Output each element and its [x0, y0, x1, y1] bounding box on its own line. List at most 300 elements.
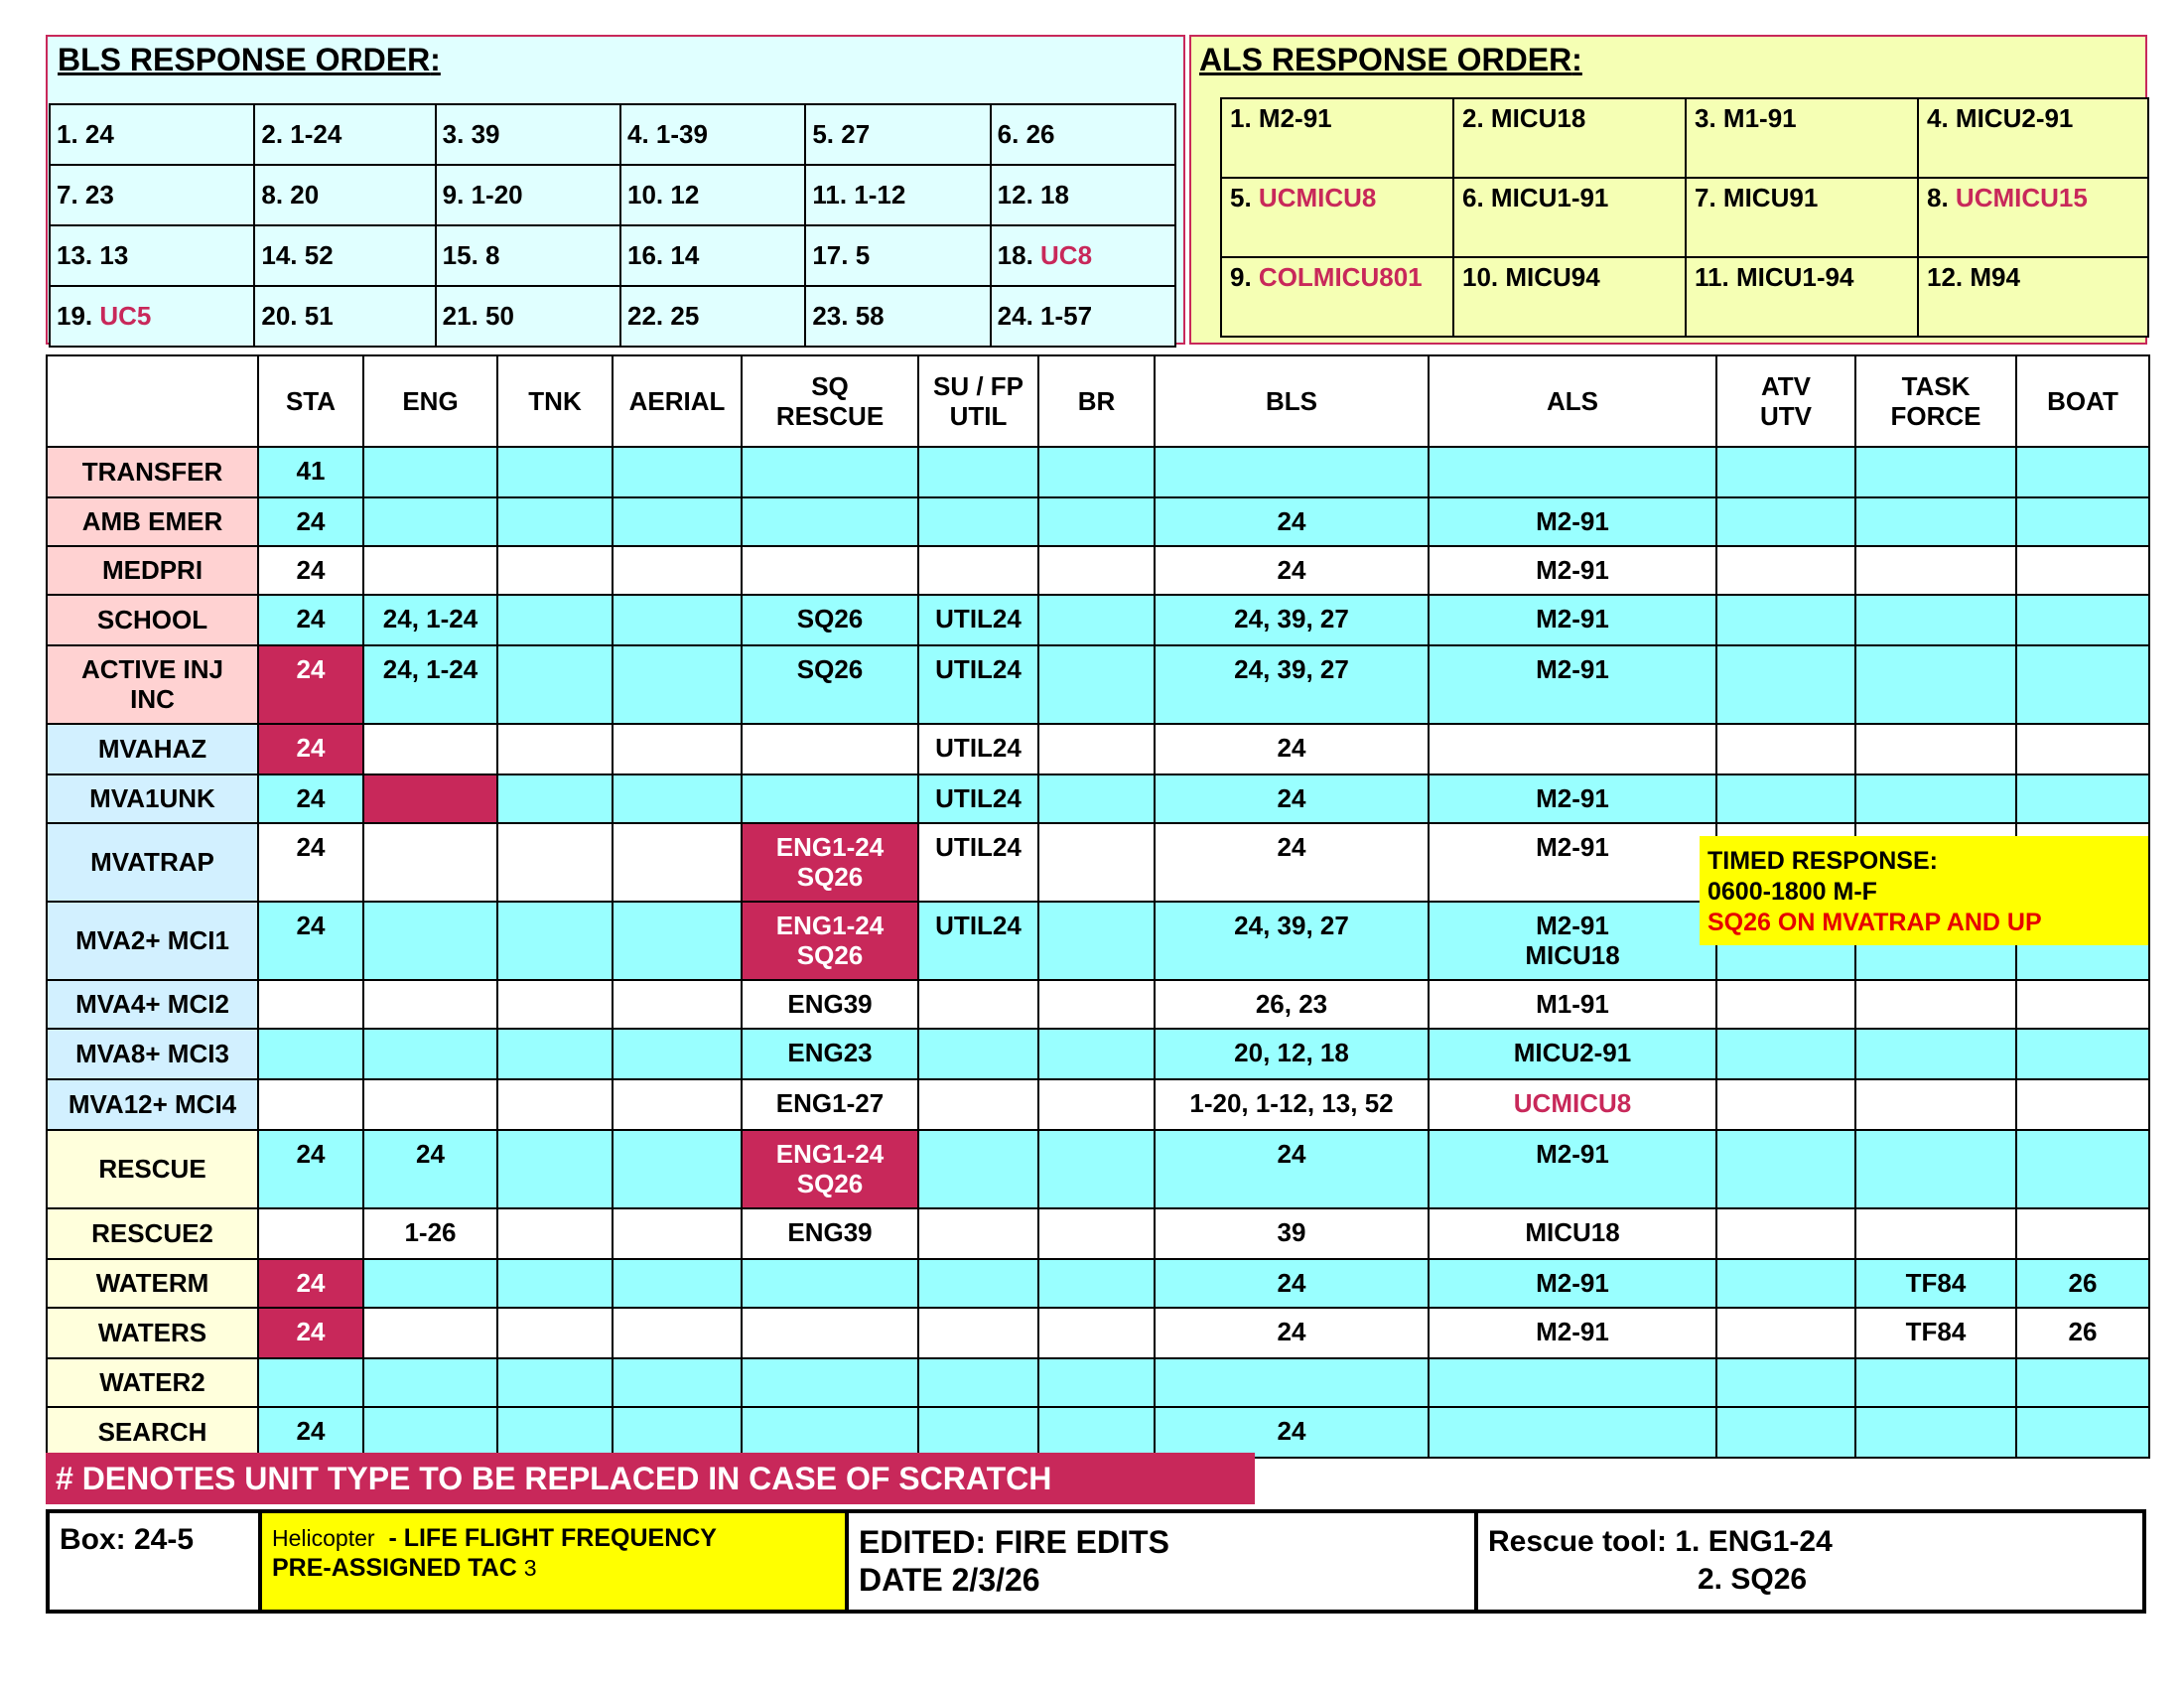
matrix-cell: 24 — [1155, 1259, 1429, 1308]
matrix-cell — [742, 724, 918, 774]
matrix-cell: MICU2-91 — [1429, 1029, 1716, 1079]
matrix-cell: 20, 12, 18 — [1155, 1029, 1429, 1079]
matrix-cell: ENG39 — [742, 1208, 918, 1259]
matrix-cell: 24 — [258, 645, 363, 724]
matrix-cell: TF84 — [1855, 1308, 2016, 1358]
als-order-item: 11. MICU1-94 — [1686, 257, 1918, 337]
matrix-cell — [363, 1308, 497, 1358]
matrix-cell — [497, 1079, 613, 1130]
matrix-cell: 26 — [2016, 1308, 2149, 1358]
column-header: BOAT — [2016, 355, 2149, 447]
als-order-item: 10. MICU94 — [1453, 257, 1686, 337]
matrix-cell: 39 — [1155, 1208, 1429, 1259]
bls-order-item: 20. 51 — [254, 286, 435, 347]
column-header: SU / FP UTIL — [918, 355, 1038, 447]
matrix-cell — [363, 724, 497, 774]
matrix-cell: M2-91 MICU18 — [1429, 902, 1716, 980]
matrix-cell — [1716, 595, 1855, 645]
matrix-cell: M2-91 — [1429, 1259, 1716, 1308]
matrix-cell — [1038, 447, 1155, 497]
column-header: BR — [1038, 355, 1155, 447]
matrix-cell — [918, 980, 1038, 1029]
row-label: TRANSFER — [47, 447, 258, 497]
matrix-cell — [363, 497, 497, 546]
bls-order-grid — [49, 103, 1176, 348]
bls-row — [50, 225, 1175, 286]
matrix-cell — [613, 1208, 742, 1259]
als-order-item: 3. M1-91 — [1686, 98, 1918, 178]
als-order-item: 5. UCMICU8 — [1221, 178, 1453, 257]
matrix-cell — [1716, 774, 1855, 823]
matrix-cell — [613, 774, 742, 823]
bls-order-item: 23. 58 — [805, 286, 990, 347]
matrix-cell — [1716, 1308, 1855, 1358]
matrix-cell — [363, 1079, 497, 1130]
matrix-cell — [742, 546, 918, 595]
matrix-cell — [497, 1130, 613, 1208]
matrix-cell — [497, 902, 613, 980]
column-header: STA — [258, 355, 363, 447]
matrix-row — [47, 546, 2149, 595]
matrix-cell — [1038, 823, 1155, 902]
matrix-cell — [1038, 1130, 1155, 1208]
matrix-row — [47, 1029, 2149, 1079]
matrix-cell: 24 — [1155, 724, 1429, 774]
row-label: MVA2+ MCI1 — [47, 902, 258, 980]
matrix-cell — [1716, 1259, 1855, 1308]
column-header: TASK FORCE — [1855, 355, 2016, 447]
matrix-cell — [918, 447, 1038, 497]
matrix-cell: 24 — [1155, 774, 1429, 823]
matrix-cell: 24, 39, 27 — [1155, 595, 1429, 645]
row-label: MVA12+ MCI4 — [47, 1079, 258, 1130]
matrix-cell: 24 — [258, 1308, 363, 1358]
bls-order-item: 14. 52 — [254, 225, 435, 286]
als-order-grid — [1220, 97, 2149, 338]
matrix-cell — [1716, 1079, 1855, 1130]
matrix-row — [47, 497, 2149, 546]
als-order-item: 9. COLMICU801 — [1221, 257, 1453, 337]
matrix-cell — [1038, 774, 1155, 823]
als-order-item: 4. MICU2-91 — [1918, 98, 2148, 178]
matrix-cell — [2016, 1079, 2149, 1130]
matrix-cell — [1855, 1208, 2016, 1259]
matrix-cell — [497, 774, 613, 823]
matrix-cell — [497, 1259, 613, 1308]
matrix-cell — [613, 1079, 742, 1130]
matrix-cell — [1038, 1208, 1155, 1259]
matrix-cell: UTIL24 — [918, 645, 1038, 724]
matrix-cell: SQ26 — [742, 645, 918, 724]
matrix-row — [47, 645, 2149, 724]
row-label: MVA1UNK — [47, 774, 258, 823]
matrix-cell: 24 — [1155, 546, 1429, 595]
matrix-row — [47, 1407, 2149, 1458]
matrix-cell — [2016, 497, 2149, 546]
matrix-cell — [613, 1029, 742, 1079]
als-order-item: 7. MICU91 — [1686, 178, 1918, 257]
matrix-cell — [363, 1407, 497, 1458]
matrix-cell — [1855, 595, 2016, 645]
matrix-cell — [1855, 1029, 2016, 1079]
matrix-cell — [363, 546, 497, 595]
matrix-cell: 41 — [258, 447, 363, 497]
matrix-cell — [613, 497, 742, 546]
matrix-cell — [1716, 1407, 1855, 1458]
als-row — [1221, 178, 2148, 257]
row-label: SCHOOL — [47, 595, 258, 645]
als-order-item: 8. UCMICU15 — [1918, 178, 2148, 257]
edited-info — [847, 1511, 1476, 1612]
footer-info — [46, 1509, 2146, 1614]
bls-order-item: 9. 1-20 — [436, 165, 620, 225]
matrix-cell — [497, 497, 613, 546]
matrix-cell — [742, 774, 918, 823]
matrix-cell: 24, 39, 27 — [1155, 645, 1429, 724]
matrix-cell — [497, 980, 613, 1029]
matrix-cell: 26 — [2016, 1259, 2149, 1308]
bls-order-item: 5. 27 — [805, 104, 990, 165]
matrix-cell — [258, 1029, 363, 1079]
matrix-cell — [918, 1079, 1038, 1130]
rescue-tool-info — [1476, 1511, 2144, 1612]
matrix-cell — [613, 595, 742, 645]
matrix-cell: M2-91 — [1429, 823, 1716, 902]
matrix-cell — [613, 823, 742, 902]
column-header — [47, 355, 258, 447]
matrix-cell — [1716, 1029, 1855, 1079]
row-label: MVATRAP — [47, 823, 258, 902]
scratch-note-banner: # DENOTES UNIT TYPE TO BE REPLACED IN CASE OF SCRATCH — [46, 1453, 1255, 1504]
matrix-cell — [258, 980, 363, 1029]
matrix-cell: ENG39 — [742, 980, 918, 1029]
matrix-cell: 24 — [258, 497, 363, 546]
matrix-cell: 24 — [258, 1407, 363, 1458]
matrix-cell — [742, 1358, 918, 1407]
matrix-header-row — [47, 355, 2149, 447]
als-order-item: 1. M2-91 — [1221, 98, 1453, 178]
matrix-cell — [1038, 546, 1155, 595]
matrix-cell — [918, 1308, 1038, 1358]
matrix-cell: UTIL24 — [918, 724, 1038, 774]
matrix-cell — [918, 1259, 1038, 1308]
matrix-cell — [497, 546, 613, 595]
matrix-cell — [497, 595, 613, 645]
bls-row — [50, 286, 1175, 347]
matrix-cell — [363, 1259, 497, 1308]
matrix-cell: 1-26 — [363, 1208, 497, 1259]
bls-order-item: 7. 23 — [50, 165, 254, 225]
row-label: SEARCH — [47, 1407, 258, 1458]
als-order-item: 6. MICU1-91 — [1453, 178, 1686, 257]
matrix-row — [47, 724, 2149, 774]
matrix-row — [47, 1208, 2149, 1259]
matrix-cell: 24 — [258, 1259, 363, 1308]
bls-title: BLS RESPONSE ORDER: — [58, 42, 441, 77]
matrix-cell: 24, 1-24 — [363, 645, 497, 724]
matrix-cell — [363, 1029, 497, 1079]
column-header: AERIAL — [613, 355, 742, 447]
matrix-cell — [613, 546, 742, 595]
box-number: Box: 24-5 — [48, 1511, 260, 1612]
matrix-cell — [1038, 724, 1155, 774]
bls-order-item: 1. 24 — [50, 104, 254, 165]
matrix-cell — [742, 497, 918, 546]
matrix-cell — [2016, 645, 2149, 724]
matrix-cell: UTIL24 — [918, 823, 1038, 902]
bls-order-item: 24. 1-57 — [991, 286, 1175, 347]
column-header: TNK — [497, 355, 613, 447]
bls-order-item: 15. 8 — [436, 225, 620, 286]
bls-order-item: 8. 20 — [254, 165, 435, 225]
rescue-tool-1: Rescue tool: 1. ENG1-24 — [1488, 1525, 1833, 1558]
column-header: ATV UTV — [1716, 355, 1855, 447]
bls-order-item: 4. 1-39 — [620, 104, 805, 165]
matrix-cell: UTIL24 — [918, 774, 1038, 823]
bls-order-item: 21. 50 — [436, 286, 620, 347]
matrix-cell: ENG1-24 SQ26 — [742, 823, 918, 902]
row-label: MVA8+ MCI3 — [47, 1029, 258, 1079]
matrix-cell — [918, 546, 1038, 595]
rescue-tool-2: 2. SQ26 — [1698, 1563, 1808, 1596]
matrix-cell — [497, 724, 613, 774]
matrix-cell — [1716, 1208, 1855, 1259]
matrix-cell — [1038, 980, 1155, 1029]
matrix-cell: 24 — [363, 1130, 497, 1208]
bls-order-item: 12. 18 — [991, 165, 1175, 225]
matrix-cell: M2-91 — [1429, 546, 1716, 595]
matrix-cell — [2016, 774, 2149, 823]
matrix-cell — [742, 447, 918, 497]
matrix-cell — [1155, 447, 1429, 497]
als-row — [1221, 257, 2148, 337]
matrix-cell — [613, 1407, 742, 1458]
matrix-cell — [918, 1130, 1038, 1208]
matrix-cell — [1855, 447, 2016, 497]
bls-order-item: 3. 39 — [436, 104, 620, 165]
matrix-cell — [1855, 724, 2016, 774]
bls-order-item: 10. 12 — [620, 165, 805, 225]
matrix-cell — [613, 1259, 742, 1308]
matrix-cell — [1038, 1407, 1155, 1458]
matrix-cell — [497, 1407, 613, 1458]
matrix-cell — [613, 645, 742, 724]
column-header: ENG — [363, 355, 497, 447]
matrix-cell — [1855, 980, 2016, 1029]
bls-order-item: 6. 26 — [991, 104, 1175, 165]
bls-row — [50, 165, 1175, 225]
matrix-cell — [1716, 724, 1855, 774]
matrix-cell — [1716, 1358, 1855, 1407]
matrix-cell — [1855, 774, 2016, 823]
matrix-cell: 24 — [258, 1130, 363, 1208]
matrix-cell: 24 — [1155, 497, 1429, 546]
matrix-cell: 1-20, 1-12, 13, 52 — [1155, 1079, 1429, 1130]
matrix-cell — [1038, 902, 1155, 980]
als-row — [1221, 98, 2148, 178]
matrix-cell: 24 — [1155, 823, 1429, 902]
bls-order-item: 13. 13 — [50, 225, 254, 286]
matrix-cell: UTIL24 — [918, 595, 1038, 645]
matrix-cell — [1429, 724, 1716, 774]
matrix-cell: M1-91 — [1429, 980, 1716, 1029]
matrix-cell — [2016, 595, 2149, 645]
matrix-row — [47, 595, 2149, 645]
matrix-cell — [613, 724, 742, 774]
row-label: RESCUE2 — [47, 1208, 258, 1259]
matrix-cell: 24 — [258, 774, 363, 823]
matrix-cell — [613, 902, 742, 980]
row-label: RESCUE — [47, 1130, 258, 1208]
column-header: ALS — [1429, 355, 1716, 447]
matrix-row — [47, 1308, 2149, 1358]
matrix-cell: MICU18 — [1429, 1208, 1716, 1259]
als-order-item: 12. M94 — [1918, 257, 2148, 337]
matrix-row — [47, 1358, 2149, 1407]
matrix-cell — [1155, 1358, 1429, 1407]
matrix-cell — [2016, 1358, 2149, 1407]
row-label: MVAHAZ — [47, 724, 258, 774]
matrix-row — [47, 1259, 2149, 1308]
matrix-cell — [1038, 595, 1155, 645]
matrix-cell: 24 — [258, 902, 363, 980]
helicopter-label: Helicopter — [272, 1525, 375, 1551]
matrix-row — [47, 774, 2149, 823]
column-header: BLS — [1155, 355, 1429, 447]
matrix-cell — [1038, 1308, 1155, 1358]
bls-order-item: 17. 5 — [805, 225, 990, 286]
matrix-cell — [1716, 1130, 1855, 1208]
matrix-cell — [363, 980, 497, 1029]
helicopter-note: Helicopter - LIFE FLIGHT FREQUENCY PRE-ASSIGNED TAC 3 — [260, 1511, 847, 1612]
matrix-cell — [918, 1407, 1038, 1458]
matrix-cell — [363, 774, 497, 823]
matrix-cell — [1429, 1407, 1716, 1458]
matrix-cell — [497, 1308, 613, 1358]
matrix-cell — [1038, 1358, 1155, 1407]
matrix-cell — [2016, 1208, 2149, 1259]
matrix-cell: ENG23 — [742, 1029, 918, 1079]
als-title: ALS RESPONSE ORDER: — [1199, 42, 1582, 77]
matrix-cell — [1038, 1259, 1155, 1308]
row-label: WATER2 — [47, 1358, 258, 1407]
matrix-cell — [2016, 447, 2149, 497]
matrix-cell — [2016, 1407, 2149, 1458]
matrix-cell — [1429, 447, 1716, 497]
matrix-cell — [1038, 645, 1155, 724]
bls-order-item: 11. 1-12 — [805, 165, 990, 225]
matrix-cell: 24, 1-24 — [363, 595, 497, 645]
matrix-row — [47, 447, 2149, 497]
matrix-cell: M2-91 — [1429, 595, 1716, 645]
matrix-cell — [918, 497, 1038, 546]
matrix-cell — [363, 823, 497, 902]
matrix-cell — [2016, 546, 2149, 595]
row-label: WATERM — [47, 1259, 258, 1308]
matrix-cell — [1855, 1358, 2016, 1407]
matrix-cell — [1038, 1079, 1155, 1130]
matrix-cell — [613, 980, 742, 1029]
row-label: MEDPRI — [47, 546, 258, 595]
matrix-cell: 24 — [258, 823, 363, 902]
matrix-cell — [1855, 645, 2016, 724]
matrix-cell — [497, 1029, 613, 1079]
bls-order-item: 18. UC8 — [991, 225, 1175, 286]
matrix-cell — [1855, 1407, 2016, 1458]
matrix-cell: UCMICU8 — [1429, 1079, 1716, 1130]
matrix-cell: 24 — [258, 724, 363, 774]
matrix-cell — [1716, 546, 1855, 595]
matrix-cell: 24 — [258, 595, 363, 645]
row-label: WATERS — [47, 1308, 258, 1358]
matrix-cell — [613, 1308, 742, 1358]
matrix-cell: 24 — [1155, 1308, 1429, 1358]
bls-order-item: 22. 25 — [620, 286, 805, 347]
row-label: ACTIVE INJ INC — [47, 645, 258, 724]
edited-by: EDITED: FIRE EDITS — [859, 1524, 1169, 1560]
matrix-cell: 24 — [1155, 1407, 1429, 1458]
matrix-cell — [497, 1208, 613, 1259]
matrix-cell — [2016, 980, 2149, 1029]
matrix-cell — [1716, 645, 1855, 724]
matrix-cell: M2-91 — [1429, 774, 1716, 823]
matrix-cell — [1716, 447, 1855, 497]
matrix-cell — [1716, 980, 1855, 1029]
matrix-cell: 24 — [258, 546, 363, 595]
matrix-cell — [2016, 1029, 2149, 1079]
matrix-cell — [1855, 1079, 2016, 1130]
row-label: AMB EMER — [47, 497, 258, 546]
matrix-cell: 24 — [1155, 1130, 1429, 1208]
timed-line-3: SQ26 ON MVATRAP AND UP — [1707, 909, 2042, 936]
matrix-cell: M2-91 — [1429, 1308, 1716, 1358]
matrix-cell — [258, 1079, 363, 1130]
als-order-item: 2. MICU18 — [1453, 98, 1686, 178]
matrix-cell: 24, 39, 27 — [1155, 902, 1429, 980]
matrix-cell — [1038, 497, 1155, 546]
matrix-cell — [613, 1358, 742, 1407]
matrix-cell — [1429, 1358, 1716, 1407]
timed-line-1: TIMED RESPONSE: — [1707, 847, 1938, 875]
matrix-cell — [497, 645, 613, 724]
matrix-row — [47, 1079, 2149, 1130]
matrix-cell: ENG1-24 SQ26 — [742, 902, 918, 980]
matrix-cell — [497, 823, 613, 902]
bls-order-item: 16. 14 — [620, 225, 805, 286]
timed-line-2: 0600-1800 M-F — [1707, 878, 1877, 906]
matrix-cell — [613, 1130, 742, 1208]
matrix-row — [47, 980, 2149, 1029]
matrix-cell — [1716, 497, 1855, 546]
matrix-cell — [258, 1208, 363, 1259]
matrix-cell — [918, 1029, 1038, 1079]
matrix-cell — [742, 1407, 918, 1458]
bls-order-item: 2. 1-24 — [254, 104, 435, 165]
matrix-cell: UTIL24 — [918, 902, 1038, 980]
matrix-cell — [258, 1358, 363, 1407]
matrix-cell: M2-91 — [1429, 497, 1716, 546]
matrix-cell — [1855, 546, 2016, 595]
matrix-cell: ENG1-27 — [742, 1079, 918, 1130]
matrix-cell — [363, 447, 497, 497]
matrix-cell — [918, 1208, 1038, 1259]
matrix-cell — [2016, 724, 2149, 774]
timed-response-note — [1700, 836, 2148, 945]
matrix-cell: TF84 — [1855, 1259, 2016, 1308]
row-label: MVA4+ MCI2 — [47, 980, 258, 1029]
matrix-cell — [1855, 1130, 2016, 1208]
bls-row — [50, 104, 1175, 165]
